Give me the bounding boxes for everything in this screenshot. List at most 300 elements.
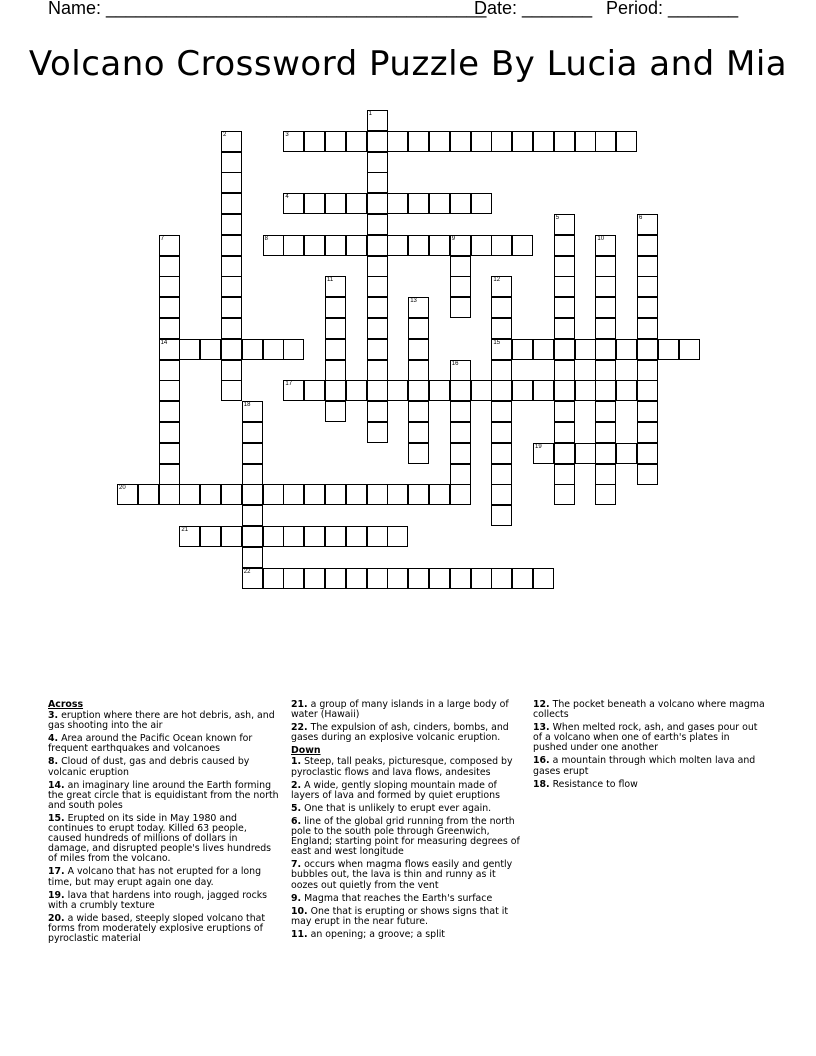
crossword-cell[interactable] <box>367 422 388 443</box>
crossword-cell[interactable] <box>325 526 346 547</box>
crossword-cell[interactable] <box>595 256 616 277</box>
crossword-cell[interactable] <box>221 526 242 547</box>
crossword-cell[interactable] <box>387 193 408 214</box>
crossword-cell[interactable] <box>159 297 180 318</box>
crossword-cell[interactable] <box>408 193 429 214</box>
crossword-cell[interactable] <box>283 235 304 256</box>
clue-item <box>48 891 280 911</box>
crossword-cell[interactable] <box>387 526 408 547</box>
crossword-cell[interactable] <box>450 256 471 277</box>
crossword-cell[interactable] <box>637 464 658 485</box>
crossword-cell[interactable] <box>491 380 512 401</box>
clue-item-text: lava that hardens into rough, jagged rocks with a crumbly texture <box>48 889 268 911</box>
clue-item-number: 2. <box>291 779 302 791</box>
crossword-cell[interactable] <box>491 484 512 505</box>
crossword-cell[interactable] <box>450 235 471 256</box>
crossword-cell[interactable] <box>450 464 471 485</box>
crossword-cell[interactable] <box>408 380 429 401</box>
crossword-cell[interactable] <box>159 235 180 256</box>
crossword-cell[interactable] <box>450 360 471 381</box>
crossword-cell[interactable] <box>408 297 429 318</box>
clue-item-text: occurs when magma flows easily and gently bubbles out, the lava is thin and runny as it oozes out quietly from the vent <box>291 859 513 891</box>
crossword-cell[interactable] <box>242 547 263 568</box>
clue-item <box>48 757 280 777</box>
clue-item <box>291 781 523 801</box>
crossword-cell[interactable] <box>637 214 658 235</box>
crossword-cell[interactable] <box>491 235 512 256</box>
clue-item-number: 21. <box>291 699 308 710</box>
clues-column-3 <box>533 700 765 793</box>
clue-item-number: 20. <box>48 912 65 924</box>
clue-item <box>291 894 523 904</box>
crossword-cell[interactable] <box>595 318 616 339</box>
crossword-cell[interactable] <box>367 380 388 401</box>
crossword-cell[interactable] <box>429 380 450 401</box>
crossword-cell[interactable] <box>533 131 554 152</box>
crossword-cell[interactable] <box>554 401 575 422</box>
crossword-cell[interactable] <box>159 401 180 422</box>
crossword-cell[interactable] <box>471 235 492 256</box>
crossword-cell[interactable] <box>554 339 575 360</box>
clue-item-text: Erupted on its side in May 1980 and continues to erupt today. Killed 63 people, caused hundreds of millions of dollars in damage, and disrupted people's lives hundreds of miles from the volcano. <box>48 812 272 865</box>
crossword-cell[interactable] <box>346 131 367 152</box>
crossword-cell[interactable] <box>450 297 471 318</box>
clue-item-text: line of the global grid running from the north pole to the south pole through Greenwich, England; starting point for measuring degrees of east and west longitude <box>291 815 520 858</box>
clue-item-text: When melted rock, ash, and gases pour out of a volcano when one of earth's plates in pushed under one another <box>533 722 758 754</box>
clues-column-2 <box>291 700 523 943</box>
crossword-cell[interactable] <box>408 360 429 381</box>
crossword-cell[interactable] <box>554 443 575 464</box>
clue-item-number: 15. <box>48 812 65 824</box>
crossword-cell[interactable] <box>429 235 450 256</box>
crossword-cell[interactable] <box>637 297 658 318</box>
crossword-cell[interactable] <box>554 380 575 401</box>
crossword-cell[interactable] <box>283 526 304 547</box>
clue-item-number: 11. <box>291 928 308 940</box>
crossword-cell[interactable] <box>637 443 658 464</box>
crossword-cell[interactable] <box>159 443 180 464</box>
crossword-cell[interactable] <box>450 193 471 214</box>
clue-number: 19 <box>535 443 542 450</box>
crossword-cell[interactable] <box>367 297 388 318</box>
crossword-cell[interactable] <box>325 276 346 297</box>
crossword-cell[interactable] <box>221 276 242 297</box>
crossword-cell[interactable] <box>242 443 263 464</box>
clue-number: 21 <box>181 527 189 533</box>
crossword-cell[interactable] <box>491 568 512 589</box>
crossword-cell[interactable] <box>346 526 367 547</box>
crossword-cell[interactable] <box>387 380 408 401</box>
crossword-cell[interactable] <box>159 256 180 277</box>
crossword-cell[interactable] <box>471 380 492 401</box>
crossword-cell[interactable] <box>554 422 575 443</box>
crossword-cell[interactable] <box>554 484 575 505</box>
crossword-cell[interactable] <box>221 339 242 360</box>
clue-item <box>48 814 280 864</box>
crossword-cell[interactable] <box>387 568 408 589</box>
crossword-cell[interactable] <box>367 401 388 422</box>
clue-item-text: A volcano that has not erupted for a long time, but may erupt again one day. <box>48 866 262 888</box>
crossword-cell[interactable] <box>616 443 637 464</box>
crossword-cell[interactable] <box>450 484 471 505</box>
crossword-cell[interactable] <box>367 318 388 339</box>
crossword-cell[interactable] <box>554 131 575 152</box>
crossword-cell[interactable] <box>491 422 512 443</box>
crossword-cell[interactable] <box>325 568 346 589</box>
crossword-cell[interactable] <box>429 131 450 152</box>
crossword-cell[interactable] <box>595 276 616 297</box>
crossword-cell[interactable] <box>595 484 616 505</box>
crossword-cell[interactable] <box>367 110 388 131</box>
crossword-cell[interactable] <box>367 568 388 589</box>
clue-number: 14 <box>160 339 168 346</box>
crossword-cell[interactable] <box>554 318 575 339</box>
crossword-cell[interactable] <box>554 276 575 297</box>
crossword-cell[interactable] <box>367 214 388 235</box>
crossword-cell[interactable] <box>221 193 242 214</box>
crossword-cell[interactable] <box>346 568 367 589</box>
crossword-cell[interactable] <box>554 297 575 318</box>
clue-number: 12 <box>493 277 501 284</box>
crossword-cell[interactable] <box>159 464 180 485</box>
crossword-cell[interactable] <box>429 568 450 589</box>
clue-item-number: 13. <box>533 722 550 734</box>
crossword-cell[interactable] <box>595 297 616 318</box>
crossword-cell[interactable] <box>242 422 263 443</box>
crossword-cell[interactable] <box>242 401 263 422</box>
clue-number: 5 <box>555 215 560 221</box>
crossword-cell[interactable] <box>616 131 637 152</box>
clue-item <box>533 780 765 790</box>
crossword-cell[interactable] <box>491 297 512 318</box>
crossword-cell[interactable] <box>325 318 346 339</box>
crossword-cell[interactable] <box>179 484 200 505</box>
crossword-cell[interactable] <box>304 131 325 152</box>
down-heading: Down <box>291 745 321 757</box>
crossword-cell[interactable] <box>637 422 658 443</box>
crossword-cell[interactable] <box>491 505 512 526</box>
crossword-cell[interactable] <box>595 380 616 401</box>
date-field[interactable]: Date: _______ <box>474 0 593 18</box>
header <box>0 0 816 20</box>
crossword-cell[interactable] <box>512 339 533 360</box>
clue-number: 15 <box>493 339 501 346</box>
crossword-cell[interactable] <box>159 339 180 360</box>
crossword-cell[interactable] <box>408 568 429 589</box>
crossword-cell[interactable] <box>325 235 346 256</box>
crossword-cell[interactable] <box>450 443 471 464</box>
clue-item-text: Resistance to flow <box>549 778 638 790</box>
crossword-cell[interactable] <box>512 131 533 152</box>
crossword-cell[interactable] <box>637 235 658 256</box>
crossword-cell[interactable] <box>200 484 221 505</box>
crossword-cell[interactable] <box>554 256 575 277</box>
clue-item-number: 16. <box>533 755 550 767</box>
crossword-cell[interactable] <box>408 318 429 339</box>
crossword-cell[interactable] <box>512 568 533 589</box>
crossword-cell[interactable] <box>367 235 388 256</box>
crossword-cell[interactable] <box>263 235 284 256</box>
crossword-cell[interactable] <box>221 214 242 235</box>
crossword-cell[interactable] <box>263 568 284 589</box>
crossword-cell[interactable] <box>637 256 658 277</box>
clue-item <box>48 734 280 754</box>
crossword-cell[interactable] <box>304 484 325 505</box>
across-heading: Across <box>48 699 84 710</box>
crossword-cell[interactable] <box>346 380 367 401</box>
name-field[interactable]: Name: ______________________________________ <box>48 0 487 18</box>
crossword-cell[interactable] <box>471 131 492 152</box>
crossword-cell[interactable] <box>242 339 263 360</box>
crossword-cell[interactable] <box>200 339 221 360</box>
clue-item-text: a mountain through which molten lava and gases erupt <box>533 755 756 777</box>
clue-number: 16 <box>451 360 459 367</box>
crossword-cell[interactable] <box>554 464 575 485</box>
crossword-cell[interactable] <box>554 214 575 235</box>
crossword-cell[interactable] <box>595 131 616 152</box>
clue-item <box>48 781 280 811</box>
clue-number: 17 <box>285 381 293 388</box>
page-title: Volcano Crossword Puzzle By Lucia and Mia <box>28 44 788 84</box>
clue-item-text: One that is unlikely to erupt ever again. <box>301 802 492 814</box>
crossword-cell[interactable] <box>408 484 429 505</box>
crossword-cell[interactable] <box>471 568 492 589</box>
crossword-cell[interactable] <box>283 568 304 589</box>
crossword-cell[interactable] <box>117 484 138 505</box>
clue-item <box>291 700 523 720</box>
crossword-cell[interactable] <box>221 152 242 173</box>
crossword-cell[interactable] <box>346 484 367 505</box>
clue-number: 11 <box>327 277 334 284</box>
crossword-cell[interactable] <box>221 297 242 318</box>
clue-item-number: 19. <box>48 889 65 901</box>
crossword-cell[interactable] <box>242 568 263 589</box>
crossword-cell[interactable] <box>595 443 616 464</box>
crossword-cell[interactable] <box>367 526 388 547</box>
crossword-cell[interactable] <box>263 526 284 547</box>
crossword-cell[interactable] <box>491 464 512 485</box>
crossword-cell[interactable] <box>242 505 263 526</box>
crossword-cell[interactable] <box>450 422 471 443</box>
crossword-cell[interactable] <box>367 276 388 297</box>
crossword-cell[interactable] <box>325 339 346 360</box>
crossword-cell[interactable] <box>450 401 471 422</box>
clue-item-text: A wide, gently sloping mountain made of layers of lava and formed by quiet eruptions <box>291 779 500 801</box>
clue-item-text: The pocket beneath a volcano where magma collects <box>533 699 765 721</box>
crossword-cell[interactable] <box>159 422 180 443</box>
crossword-cell[interactable] <box>304 235 325 256</box>
crossword-cell[interactable] <box>179 526 200 547</box>
period-field[interactable]: Period: _______ <box>606 0 739 18</box>
crossword-cell[interactable] <box>429 484 450 505</box>
crossword-cell[interactable] <box>554 360 575 381</box>
crossword-cell[interactable] <box>159 484 180 505</box>
crossword-cell[interactable] <box>221 235 242 256</box>
crossword-cell[interactable] <box>491 360 512 381</box>
crossword-cell[interactable] <box>242 526 263 547</box>
crossword-cell[interactable] <box>159 276 180 297</box>
crossword-cell[interactable] <box>575 380 596 401</box>
clue-item-text: Magma that reaches the Earth's surface <box>301 892 493 904</box>
crossword-cell[interactable] <box>367 360 388 381</box>
crossword-cell[interactable] <box>387 484 408 505</box>
clue-item-text: Area around the Pacific Ocean known for frequent earthquakes and volcanoes <box>48 733 253 755</box>
crossword-cell[interactable] <box>637 380 658 401</box>
clue-item-number: 5. <box>291 802 302 814</box>
crossword-cell[interactable] <box>387 235 408 256</box>
crossword-cell[interactable] <box>595 235 616 256</box>
crossword-cell[interactable] <box>575 339 596 360</box>
crossword-cell[interactable] <box>616 380 637 401</box>
crossword-cell[interactable] <box>450 131 471 152</box>
crossword-cell[interactable] <box>595 464 616 485</box>
crossword-cell[interactable] <box>221 380 242 401</box>
clue-item <box>291 804 523 814</box>
clue-item-number: 6. <box>291 815 302 827</box>
crossword-cell[interactable] <box>471 193 492 214</box>
clue-item-text: a group of many islands in a large body of water (Hawaii) <box>291 699 509 721</box>
crossword-cell[interactable] <box>512 380 533 401</box>
crossword-cell[interactable] <box>346 193 367 214</box>
crossword-cell[interactable] <box>491 339 512 360</box>
crossword-cell[interactable] <box>367 152 388 173</box>
crossword-cell[interactable] <box>637 360 658 381</box>
crossword-cell[interactable] <box>554 235 575 256</box>
crossword-cell[interactable] <box>325 380 346 401</box>
crossword-cell[interactable] <box>367 339 388 360</box>
crossword-cell[interactable] <box>367 172 388 193</box>
clue-item-number: 9. <box>291 892 302 904</box>
crossword-cell[interactable] <box>179 339 200 360</box>
clue-number: 2 <box>223 131 227 138</box>
crossword-cell[interactable] <box>491 401 512 422</box>
crossword-cell[interactable] <box>367 256 388 277</box>
crossword-cell[interactable] <box>221 360 242 381</box>
crossword-cell[interactable] <box>242 484 263 505</box>
crossword-cell[interactable] <box>637 401 658 422</box>
crossword-cell[interactable] <box>242 464 263 485</box>
crossword-cell[interactable] <box>325 401 346 422</box>
crossword-cell[interactable] <box>533 443 554 464</box>
clue-item-text: Steep, tall peaks, picturesque, composed by pyroclastic flows and lava flows, andesites <box>291 756 513 778</box>
crossword-cell[interactable] <box>429 193 450 214</box>
clue-item-text: The expulsion of ash, cinders, bombs, and gases during an explosive volcanic eruption. <box>291 722 509 744</box>
crossword-cell[interactable] <box>408 422 429 443</box>
crossword-cell[interactable] <box>367 131 388 152</box>
crossword-cell[interactable] <box>575 443 596 464</box>
crossword-cell[interactable] <box>304 380 325 401</box>
clue-item <box>533 756 765 776</box>
clue-number: 6 <box>639 215 643 221</box>
clue-number: 20 <box>119 485 126 492</box>
crossword-cell[interactable] <box>304 526 325 547</box>
crossword-cell[interactable] <box>221 484 242 505</box>
clue-item-text: an imaginary line around the Earth forming the great circle that is equidistant from the north and south poles <box>48 779 279 811</box>
crossword-cell[interactable] <box>325 360 346 381</box>
clue-number: 18 <box>243 402 251 409</box>
crossword-cell[interactable] <box>304 568 325 589</box>
crossword-cell[interactable] <box>637 276 658 297</box>
clue-item-text: an opening; a groove; a split <box>307 928 445 940</box>
clue-number: 9 <box>451 235 456 242</box>
crossword-cell[interactable] <box>595 422 616 443</box>
crossword-cell[interactable] <box>533 339 554 360</box>
crossword-cell[interactable] <box>325 484 346 505</box>
crossword-cell[interactable] <box>658 339 679 360</box>
crossword-cell[interactable] <box>595 339 616 360</box>
crossword-cell[interactable] <box>283 193 304 214</box>
crossword-cell[interactable] <box>408 443 429 464</box>
clue-item-text: One that is erupting or shows signs that it may erupt in the near future. <box>291 905 509 927</box>
crossword-cell[interactable] <box>679 339 700 360</box>
clue-item <box>48 711 280 731</box>
crossword-cell[interactable] <box>283 484 304 505</box>
crossword-cell[interactable] <box>450 380 471 401</box>
crossword-cell[interactable] <box>408 401 429 422</box>
crossword-cell[interactable] <box>637 318 658 339</box>
crossword-cell[interactable] <box>263 339 284 360</box>
crossword-cell[interactable] <box>159 318 180 339</box>
crossword-cell[interactable] <box>367 193 388 214</box>
crossword-cell[interactable] <box>283 380 304 401</box>
crossword-cell[interactable] <box>283 131 304 152</box>
crossword-cell[interactable] <box>159 360 180 381</box>
crossword-cell[interactable] <box>387 131 408 152</box>
clue-item-number: 22. <box>291 722 308 734</box>
crossword-cell[interactable] <box>325 131 346 152</box>
crossword-cell[interactable] <box>325 297 346 318</box>
crossword-cell[interactable] <box>575 131 596 152</box>
crossword-cell[interactable] <box>159 380 180 401</box>
crossword-cell[interactable] <box>637 339 658 360</box>
crossword-cell[interactable] <box>408 339 429 360</box>
crossword-cell[interactable] <box>595 401 616 422</box>
crossword-cell[interactable] <box>263 484 284 505</box>
crossword-cell[interactable] <box>367 484 388 505</box>
crossword-cell[interactable] <box>200 526 221 547</box>
crossword-cell[interactable] <box>533 568 554 589</box>
crossword-cell[interactable] <box>450 568 471 589</box>
crossword-cell[interactable] <box>221 318 242 339</box>
crossword-cell[interactable] <box>304 193 325 214</box>
clue-number: 3 <box>285 131 289 138</box>
crossword-cell[interactable] <box>533 380 554 401</box>
crossword-cell[interactable] <box>221 256 242 277</box>
crossword-cell[interactable] <box>138 484 159 505</box>
clue-item-number: 4. <box>48 733 59 745</box>
crossword-cell[interactable] <box>325 193 346 214</box>
clue-item <box>291 757 523 777</box>
crossword-cell[interactable] <box>221 131 242 152</box>
clue-item <box>533 723 765 753</box>
crossword-cell[interactable] <box>221 172 242 193</box>
clue-number: 10 <box>597 235 605 242</box>
crossword-cell[interactable] <box>491 131 512 152</box>
crossword-cell[interactable] <box>491 318 512 339</box>
crossword-cell[interactable] <box>450 276 471 297</box>
crossword-cell[interactable] <box>616 339 637 360</box>
crossword-cell[interactable] <box>491 276 512 297</box>
crossword-cell[interactable] <box>408 131 429 152</box>
clue-item-number: 3. <box>48 710 59 722</box>
clue-number: 13 <box>410 298 417 305</box>
crossword-cell[interactable] <box>408 235 429 256</box>
crossword-cell[interactable] <box>346 235 367 256</box>
crossword-cell[interactable] <box>283 339 304 360</box>
crossword-cell[interactable] <box>595 360 616 381</box>
crossword-cell[interactable] <box>512 235 533 256</box>
crossword-cell[interactable] <box>491 443 512 464</box>
